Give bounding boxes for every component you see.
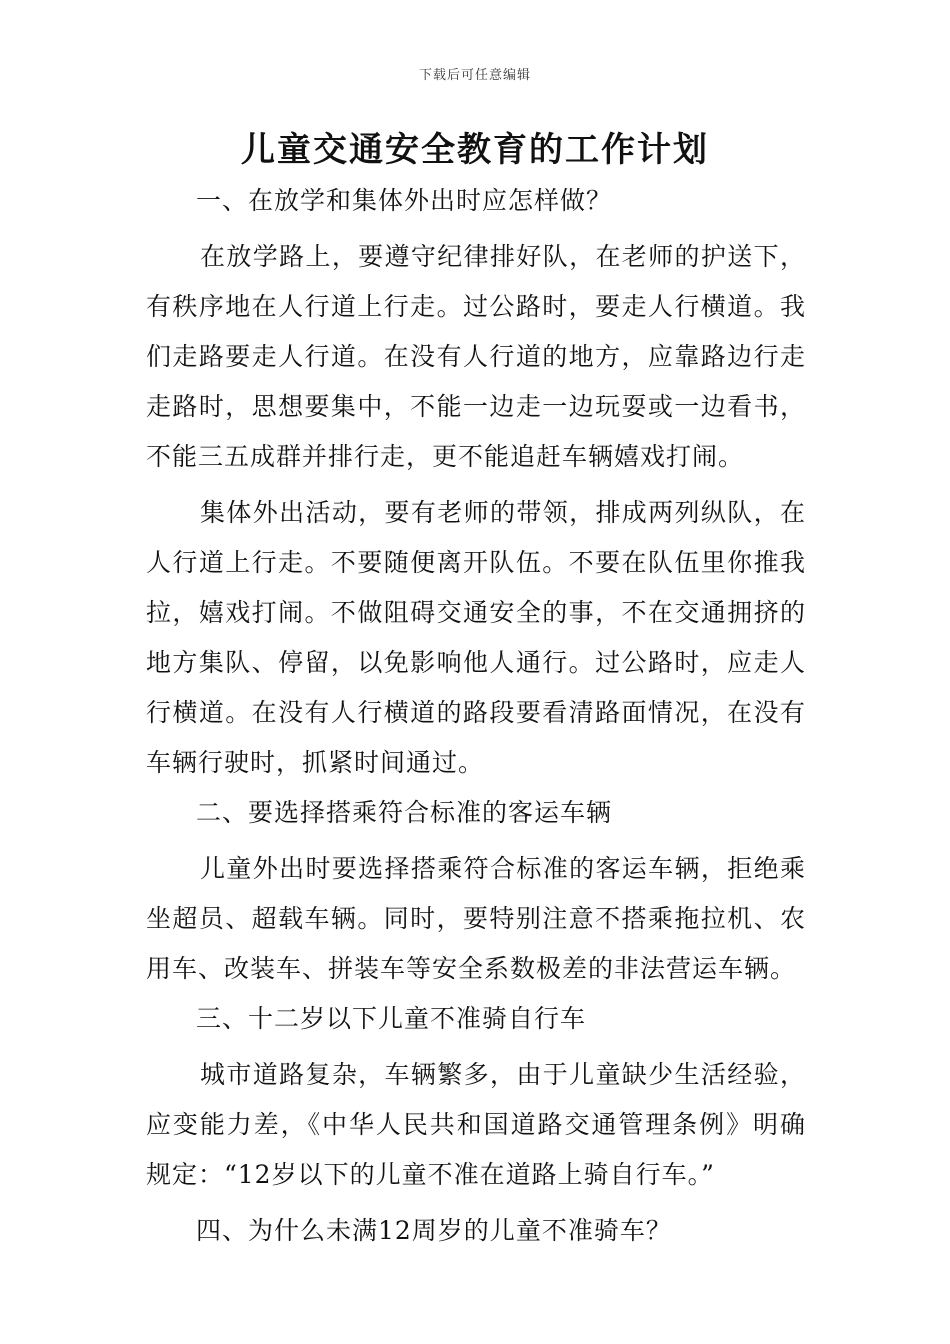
section-1-paragraph-2: 集体外出活动，要有老师的带领，排成两列纵队，在人行道上行走。不要随便离开队伍。不要在队伍里你推我拉，嬉戏打闹。不做阻碍交通安全的事，不在交通拥挤的地方集队、停留，以免影响他人通行。过公路时，应走人行横道。在没有人行横道的路段要看清路面情况，在没有车辆行驶时，抓紧时间通过。 — [146, 498, 806, 777]
section-1-paragraph-1: 在放学路上，要遵守纪律排好队，在老师的护送下，有秩序地在人行道上行走。过公路时，要走人行横道。我们走路要走人行道。在没有人行道的地方，应靠路边行走走路时，思想要集中，不能一边走一边玩耍或一边看书，不能三五成群并排行走，更不能追赶车辆嬉戏打闹。 — [146, 242, 806, 471]
section-heading-1: 一、在放学和集体外出时应怎样做？ — [196, 186, 613, 215]
document-body — [146, 176, 806, 1256]
document-title: 儿童交通安全教育的工作计划 — [241, 130, 709, 170]
section-heading-3: 三、十二岁以下儿童不准骑自行车 — [196, 1004, 587, 1033]
section-3-paragraph-1: 城市道路复杂，车辆繁多，由于儿童缺少生活经验，应变能力差，《中华人民共和国道路交通管理条例》明确规定：“12岁以下的儿童不准在道路上骑自行车。” — [146, 1060, 806, 1189]
section-heading-2: 二、要选择搭乘符合标准的客运车辆 — [196, 798, 613, 827]
section-heading-4: 四、为什么未满12周岁的儿童不准骑车？ — [196, 1216, 672, 1245]
header-note: 下载后可任意编辑 — [418, 68, 531, 83]
section-2-paragraph-1: 儿童外出时要选择搭乘符合标准的客运车辆，拒绝乘坐超员、超载车辆。同时，要特别注意不搭乘拖拉机、农用车、改装车、拼装车等安全系数极差的非法营运车辆。 — [146, 854, 806, 983]
